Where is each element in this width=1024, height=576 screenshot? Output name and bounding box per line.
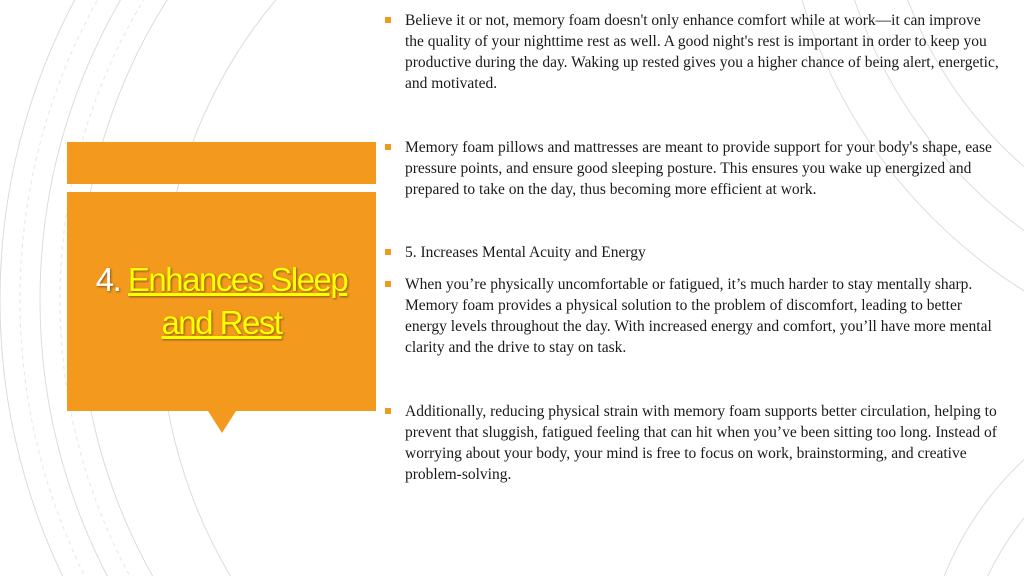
bullet-marker-icon (385, 144, 391, 150)
bullet-item (385, 242, 1000, 263)
bullet-text: Memory foam pillows and mattresses are meant to provide support for your body's shape, ease pressure points, and ensure good sleeping posture. This ensures you wake up energized and prepared to take on the day, thus becoming more efficient at work. (405, 139, 992, 198)
bullet-text: Additionally, reducing physical strain with memory foam supports better circulation, helping to prevent that sluggish, fatigued feeling that can hit when you’ve been sitting too long. Instead of worrying about your body, your mind is free to focus on work, brainstorming, and creative problem-solving. (405, 403, 997, 483)
title-box-pointer (208, 411, 236, 433)
bullet-text: 5. Increases Mental Acuity and Energy (405, 244, 646, 261)
bullet-list (385, 8, 1000, 485)
title-link[interactable]: Enhances Sleep and Rest (127, 260, 348, 341)
title-accent-bar (67, 142, 376, 184)
slide-title (67, 259, 376, 345)
bullet-marker-icon (385, 249, 391, 255)
bullet-text: When you’re physically uncomfortable or fatigued, it’s much harder to stay mentally sharp. Memory foam provides a physical solution to the problem of discomfort, leading to better energy levels throughout the day. With increased energy and comfort, you’ll have more mental clarity and the drive to stay on task. (405, 276, 992, 356)
bullet-item (385, 137, 1000, 200)
bullet-item (385, 274, 1000, 358)
bullet-marker-icon (385, 281, 391, 287)
bullet-marker-icon (385, 17, 391, 23)
bullet-text: Believe it or not, memory foam doesn't only enhance comfort while at work—it can improve the quality of your nighttime rest as well. A good night's rest is important in order to keep you productive during the day. Waking up rested gives you a higher chance of being alert, energetic, and motivated. (405, 12, 999, 92)
bullet-item (385, 401, 1000, 485)
title-box (67, 192, 376, 411)
title-number: 4. (95, 260, 121, 298)
bullet-marker-icon (385, 408, 391, 414)
bullet-item (385, 10, 1000, 94)
